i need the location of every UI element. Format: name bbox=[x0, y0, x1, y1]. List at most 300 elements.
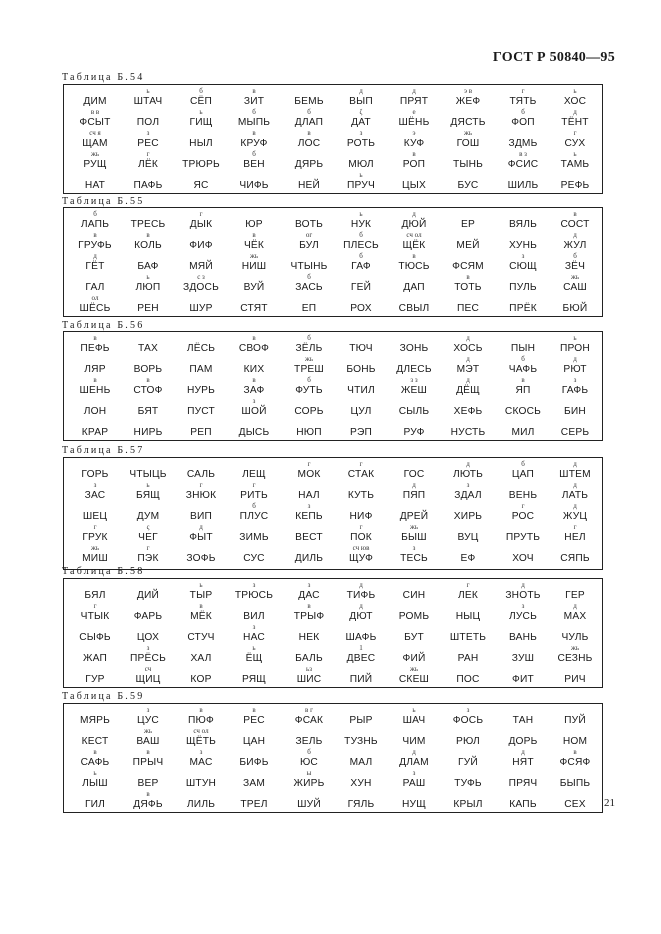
word: ЗОНЬ bbox=[399, 343, 429, 354]
word: ПАМ bbox=[189, 364, 213, 375]
table-cell bbox=[227, 295, 281, 316]
table-row bbox=[64, 503, 602, 524]
phonetic-mark: г bbox=[521, 87, 525, 95]
table-cell bbox=[174, 295, 228, 316]
table-cell bbox=[334, 419, 388, 440]
table-cell bbox=[68, 545, 122, 566]
table-cell bbox=[121, 749, 175, 770]
table-cell bbox=[496, 398, 550, 419]
phonetic-mark: з bbox=[466, 481, 470, 489]
phonetic-mark: г bbox=[93, 602, 97, 610]
phonetic-mark: б bbox=[307, 273, 311, 281]
word: ЧЁК bbox=[243, 240, 265, 251]
word: ТРЫФ bbox=[293, 611, 325, 622]
table-cell bbox=[121, 253, 175, 274]
table-cell bbox=[548, 151, 602, 172]
table-cell bbox=[496, 130, 550, 151]
table-cell bbox=[334, 645, 388, 666]
table-cell bbox=[496, 172, 550, 193]
phonetic-mark: э в bbox=[463, 87, 473, 95]
phonetic-mark: г bbox=[146, 544, 150, 552]
phonetic-mark: д bbox=[359, 602, 363, 610]
word: НАЛ bbox=[298, 490, 320, 501]
word: ФЫТ bbox=[189, 532, 213, 543]
word: ВИП bbox=[189, 511, 213, 522]
word: МИЛ bbox=[511, 427, 535, 438]
word: ВАШ bbox=[136, 736, 160, 747]
table-cell bbox=[282, 524, 336, 545]
phonetic-mark: жь bbox=[304, 355, 314, 363]
table-cell bbox=[121, 295, 175, 316]
table-cell bbox=[441, 130, 495, 151]
word: ХОЧ bbox=[512, 553, 534, 564]
table-cell bbox=[68, 151, 122, 172]
word: ЦУЛ bbox=[350, 406, 372, 417]
table-cell bbox=[548, 624, 602, 645]
word: ЦЫХ bbox=[402, 180, 426, 191]
table-cell bbox=[441, 645, 495, 666]
table-cell bbox=[174, 253, 228, 274]
word: ГУЙ bbox=[458, 757, 478, 768]
phonetic-mark: б bbox=[521, 460, 525, 468]
table-cell bbox=[548, 749, 602, 770]
word: ТРЮРЬ bbox=[182, 159, 220, 170]
table-cell bbox=[496, 791, 550, 812]
word: ФОСЬ bbox=[452, 715, 484, 726]
word: РУФ bbox=[403, 427, 425, 438]
table-cell bbox=[174, 172, 228, 193]
word: РУЩ bbox=[83, 159, 107, 170]
word: НАС bbox=[243, 632, 265, 643]
table-cell bbox=[441, 109, 495, 130]
table-cell bbox=[68, 461, 122, 482]
table-cell bbox=[441, 88, 495, 109]
table-cell bbox=[334, 151, 388, 172]
table-cell bbox=[68, 707, 122, 728]
table-row bbox=[64, 211, 602, 232]
table-cell bbox=[68, 130, 122, 151]
phonetic-mark: д bbox=[573, 602, 577, 610]
word: РЕН bbox=[137, 303, 159, 314]
phonetic-mark: жь bbox=[463, 129, 473, 137]
table-cell bbox=[334, 749, 388, 770]
word: ЦУС bbox=[137, 715, 159, 726]
phonetic-mark: г bbox=[146, 150, 150, 158]
word: ЗАСЬ bbox=[295, 282, 323, 293]
phonetic-mark: з bbox=[573, 376, 577, 384]
word: ДЁЩ bbox=[456, 385, 480, 396]
phonetic-mark: з bbox=[146, 706, 150, 714]
word: ПОС bbox=[456, 674, 480, 685]
table-caption: Таблица Б.59 bbox=[62, 691, 145, 702]
phonetic-mark: з bbox=[307, 581, 311, 589]
word: НЕК bbox=[298, 632, 320, 643]
phonetic-mark: б bbox=[307, 376, 311, 384]
table-cell bbox=[548, 109, 602, 130]
word: ПИЙ bbox=[349, 674, 373, 685]
word: ФСАК bbox=[294, 715, 324, 726]
table-cell bbox=[441, 749, 495, 770]
word: НЫЦ bbox=[455, 611, 481, 622]
word: РОП bbox=[402, 159, 426, 170]
word: ЩЁТЬ bbox=[185, 736, 217, 747]
word: БЯЛ bbox=[84, 590, 106, 601]
table-cell bbox=[121, 707, 175, 728]
word: ЧТИЛ bbox=[347, 385, 375, 396]
word: ЗДМЬ bbox=[508, 138, 538, 149]
word: СЮЩ bbox=[509, 261, 537, 272]
word: БИН bbox=[564, 406, 586, 417]
phonetic-mark: б bbox=[252, 150, 256, 158]
word: СВОФ bbox=[238, 343, 270, 354]
word: СТУЧ bbox=[187, 632, 215, 643]
table-cell bbox=[496, 770, 550, 791]
table-cell bbox=[227, 545, 281, 566]
word: НИФ bbox=[349, 511, 373, 522]
word: НЮП bbox=[296, 427, 322, 438]
phonetic-mark: г bbox=[359, 460, 363, 468]
word: ЕР bbox=[461, 219, 475, 230]
word: ЛИЛЬ bbox=[186, 799, 216, 810]
word: ЛУСЬ bbox=[509, 611, 537, 622]
phonetic-mark: ь bbox=[146, 87, 150, 95]
phonetic-mark: д bbox=[412, 748, 416, 756]
table-cell bbox=[121, 211, 175, 232]
phonetic-mark: з bbox=[359, 129, 363, 137]
table-cell bbox=[387, 791, 441, 812]
table-cell bbox=[548, 356, 602, 377]
table-cell bbox=[441, 335, 495, 356]
table-cell bbox=[227, 88, 281, 109]
word: МЕЙ bbox=[456, 240, 480, 251]
phonetic-mark: з bbox=[199, 748, 203, 756]
word: ТЮЧ bbox=[349, 343, 373, 354]
word: ДИЛЬ bbox=[294, 553, 324, 564]
phonetic-mark: д bbox=[573, 460, 577, 468]
phonetic-mark: жь bbox=[570, 273, 580, 281]
phonetic-mark: ь bbox=[573, 150, 577, 158]
phonetic-mark: сч bbox=[144, 665, 152, 673]
table-cell bbox=[387, 545, 441, 566]
word: ЗДАЛ bbox=[454, 490, 482, 501]
table-row bbox=[64, 151, 602, 172]
word: ПЯП bbox=[402, 490, 426, 501]
table-cell bbox=[282, 109, 336, 130]
table-cell bbox=[334, 398, 388, 419]
table-cell bbox=[174, 728, 228, 749]
word: ДЯРЬ bbox=[294, 159, 324, 170]
word: ТУЗНЬ bbox=[344, 736, 378, 747]
table-cell bbox=[441, 461, 495, 482]
word: НУСТЬ bbox=[450, 427, 486, 438]
phonetic-mark: з bbox=[93, 481, 97, 489]
table-cell bbox=[282, 232, 336, 253]
table-cell bbox=[548, 295, 602, 316]
phonetic-mark: б bbox=[252, 108, 256, 116]
table-cell bbox=[387, 707, 441, 728]
table-row bbox=[64, 645, 602, 666]
phonetic-mark: д bbox=[466, 334, 470, 342]
word: ЗАФ bbox=[243, 385, 265, 396]
word: ДЛАП bbox=[294, 117, 324, 128]
table-cell bbox=[387, 151, 441, 172]
table-cell bbox=[334, 545, 388, 566]
word: РОТЬ bbox=[346, 138, 376, 149]
table-cell bbox=[121, 88, 175, 109]
table-cell bbox=[334, 791, 388, 812]
table-cell bbox=[334, 172, 388, 193]
phonetic-mark: ь bbox=[252, 644, 256, 652]
phonetic-mark: ь bbox=[573, 334, 577, 342]
word: КОР bbox=[190, 674, 212, 685]
word: ЗЁЛЬ bbox=[295, 343, 323, 354]
word: ФИФ bbox=[189, 240, 213, 251]
table-cell bbox=[174, 398, 228, 419]
table-cell bbox=[548, 130, 602, 151]
word: ХИРЬ bbox=[453, 511, 483, 522]
phonetic-mark: в bbox=[93, 748, 97, 756]
table-cell bbox=[387, 419, 441, 440]
table-cell bbox=[334, 461, 388, 482]
word: ШИС bbox=[296, 674, 322, 685]
word: БАФ bbox=[137, 261, 159, 272]
phonetic-mark: з bbox=[252, 623, 256, 631]
word: ДЛАМ bbox=[399, 757, 429, 768]
table-cell bbox=[121, 603, 175, 624]
table-cell bbox=[227, 419, 281, 440]
phonetic-mark: г bbox=[199, 210, 203, 218]
table-cell bbox=[227, 335, 281, 356]
word: БЫПЬ bbox=[559, 778, 591, 789]
table-cell bbox=[496, 728, 550, 749]
word: ПРЁСЬ bbox=[130, 653, 166, 664]
word: МЁК bbox=[190, 611, 212, 622]
table-cell bbox=[548, 603, 602, 624]
table-cell bbox=[441, 419, 495, 440]
word: БАЛЬ bbox=[295, 653, 323, 664]
word: ЖАП bbox=[82, 653, 107, 664]
word: ТУФЬ bbox=[454, 778, 482, 789]
word: ПЫН bbox=[510, 343, 536, 354]
phonetic-mark: д bbox=[466, 355, 470, 363]
word: СИН bbox=[402, 590, 426, 601]
phonetic-mark: д bbox=[466, 460, 470, 468]
word: ТЁНТ bbox=[561, 117, 589, 128]
word: ГУР bbox=[85, 674, 105, 685]
phonetic-mark: б bbox=[307, 334, 311, 342]
word: ЗАМ bbox=[242, 778, 266, 789]
phonetic-mark: э bbox=[412, 129, 416, 137]
table-cell bbox=[68, 524, 122, 545]
word: ЗОФЬ bbox=[186, 553, 216, 564]
table-cell bbox=[227, 582, 281, 603]
table-cell bbox=[496, 624, 550, 645]
word: ВУЙ bbox=[243, 282, 265, 293]
word-table bbox=[63, 578, 603, 688]
table-cell bbox=[227, 398, 281, 419]
word: ШУР bbox=[189, 303, 213, 314]
table-cell bbox=[174, 770, 228, 791]
word: СЕЗНЬ bbox=[557, 653, 593, 664]
table-cell bbox=[227, 770, 281, 791]
table-cell bbox=[121, 645, 175, 666]
table-caption: Таблица Б.56 bbox=[62, 320, 145, 331]
word: ФСИС bbox=[507, 159, 539, 170]
table-cell bbox=[548, 791, 602, 812]
word: НЕЛ bbox=[564, 532, 586, 543]
table-cell bbox=[121, 274, 175, 295]
phonetic-mark: ζ bbox=[359, 108, 363, 116]
word: СОСТ bbox=[560, 219, 590, 230]
table-row bbox=[64, 377, 602, 398]
phonetic-mark: з bbox=[146, 644, 150, 652]
table-cell bbox=[496, 356, 550, 377]
word: ДЫК bbox=[189, 219, 213, 230]
table-cell bbox=[227, 482, 281, 503]
table-cell bbox=[496, 582, 550, 603]
phonetic-mark: в bbox=[521, 376, 525, 384]
table-cell bbox=[334, 295, 388, 316]
phonetic-mark: г bbox=[252, 481, 256, 489]
phonetic-mark: в bbox=[146, 748, 150, 756]
word: ШАФЬ bbox=[345, 632, 377, 643]
table-row bbox=[64, 172, 602, 193]
phonetic-mark: д bbox=[466, 376, 470, 384]
table-cell bbox=[174, 274, 228, 295]
word: ДЫСЬ bbox=[238, 427, 270, 438]
phonetic-mark: г bbox=[521, 502, 525, 510]
word: СУХ bbox=[564, 138, 586, 149]
table-cell bbox=[548, 88, 602, 109]
table-cell bbox=[387, 335, 441, 356]
table-cell bbox=[282, 728, 336, 749]
word: КУТЬ bbox=[347, 490, 375, 501]
word: БОНЬ bbox=[346, 364, 376, 375]
word: БУС bbox=[457, 180, 479, 191]
word: ТЮСЬ bbox=[398, 261, 430, 272]
table-row bbox=[64, 274, 602, 295]
word: ШТЕМ bbox=[559, 469, 591, 480]
table-cell bbox=[68, 356, 122, 377]
word: ПРУТЬ bbox=[505, 532, 541, 543]
table-cell bbox=[282, 356, 336, 377]
table-cell bbox=[68, 624, 122, 645]
table-cell bbox=[441, 172, 495, 193]
table-row bbox=[64, 253, 602, 274]
word: ЩИЦ bbox=[135, 674, 161, 685]
table-cell bbox=[121, 524, 175, 545]
table-cell bbox=[441, 398, 495, 419]
word: ВЕСТ bbox=[295, 532, 323, 543]
word: РЕС bbox=[137, 138, 159, 149]
word: СТОФ bbox=[133, 385, 163, 396]
word: ФСЫТ bbox=[79, 117, 111, 128]
table-cell bbox=[68, 791, 122, 812]
word: РИЧ bbox=[564, 674, 586, 685]
table-cell bbox=[387, 749, 441, 770]
word: ГОС bbox=[403, 469, 425, 480]
table-cell bbox=[334, 88, 388, 109]
table-cell bbox=[227, 728, 281, 749]
word: НИРЬ bbox=[133, 427, 163, 438]
word: ШТАЧ bbox=[133, 96, 163, 107]
table-cell bbox=[334, 666, 388, 687]
table-cell bbox=[387, 503, 441, 524]
phonetic-mark: ь bbox=[359, 171, 363, 179]
word: НУРЬ bbox=[186, 385, 216, 396]
table-cell bbox=[387, 130, 441, 151]
phonetic-mark: в bbox=[146, 790, 150, 798]
word: НАТ bbox=[84, 180, 106, 191]
table-cell bbox=[548, 398, 602, 419]
phonetic-mark: ь bbox=[199, 108, 203, 116]
table-cell bbox=[121, 461, 175, 482]
word: ПУЛЬ bbox=[509, 282, 537, 293]
table-cell bbox=[387, 211, 441, 232]
table-row bbox=[64, 582, 602, 603]
table-cell bbox=[334, 728, 388, 749]
table-cell bbox=[121, 666, 175, 687]
word: ЦАН bbox=[242, 736, 266, 747]
word: ФИТ bbox=[512, 674, 534, 685]
phonetic-mark: в bbox=[252, 129, 256, 137]
table-cell bbox=[334, 503, 388, 524]
word: ЗДОСЬ bbox=[182, 282, 220, 293]
table-cell bbox=[441, 232, 495, 253]
table-cell bbox=[282, 707, 336, 728]
word: ВЫП bbox=[349, 96, 373, 107]
table-cell bbox=[548, 461, 602, 482]
phonetic-mark: з з bbox=[410, 376, 418, 384]
table-cell bbox=[334, 770, 388, 791]
table-cell bbox=[121, 356, 175, 377]
word: ВОТЬ bbox=[294, 219, 324, 230]
phonetic-mark: в bbox=[307, 602, 311, 610]
word: ДВЕС bbox=[346, 653, 376, 664]
word: ЛОН bbox=[83, 406, 107, 417]
table-cell bbox=[496, 295, 550, 316]
table-cell bbox=[387, 603, 441, 624]
phonetic-mark: в bbox=[146, 376, 150, 384]
table-cell bbox=[334, 356, 388, 377]
word: ТЫНЬ bbox=[452, 159, 484, 170]
word: МАХ bbox=[563, 611, 587, 622]
phonetic-mark: д bbox=[573, 502, 577, 510]
table-cell bbox=[174, 645, 228, 666]
table-cell bbox=[441, 377, 495, 398]
table-cell bbox=[334, 707, 388, 728]
word-table bbox=[63, 207, 603, 317]
word: ПРОН bbox=[560, 343, 590, 354]
phonetic-mark: в bbox=[199, 706, 203, 714]
word: ЩУФ bbox=[348, 553, 374, 564]
table-cell bbox=[441, 582, 495, 603]
table-cell bbox=[174, 545, 228, 566]
table-cell bbox=[387, 232, 441, 253]
phonetic-mark: ь bbox=[359, 210, 363, 218]
word: ЧАФЬ bbox=[508, 364, 538, 375]
word: НИШ bbox=[241, 261, 267, 272]
word: ЗНОТЬ bbox=[505, 590, 541, 601]
table-cell bbox=[174, 666, 228, 687]
table-cell bbox=[121, 545, 175, 566]
phonetic-mark: д bbox=[93, 252, 97, 260]
word: ЗАС bbox=[84, 490, 106, 501]
table-cell bbox=[548, 524, 602, 545]
table-cell bbox=[282, 749, 336, 770]
table-cell bbox=[227, 130, 281, 151]
table-cell bbox=[441, 770, 495, 791]
